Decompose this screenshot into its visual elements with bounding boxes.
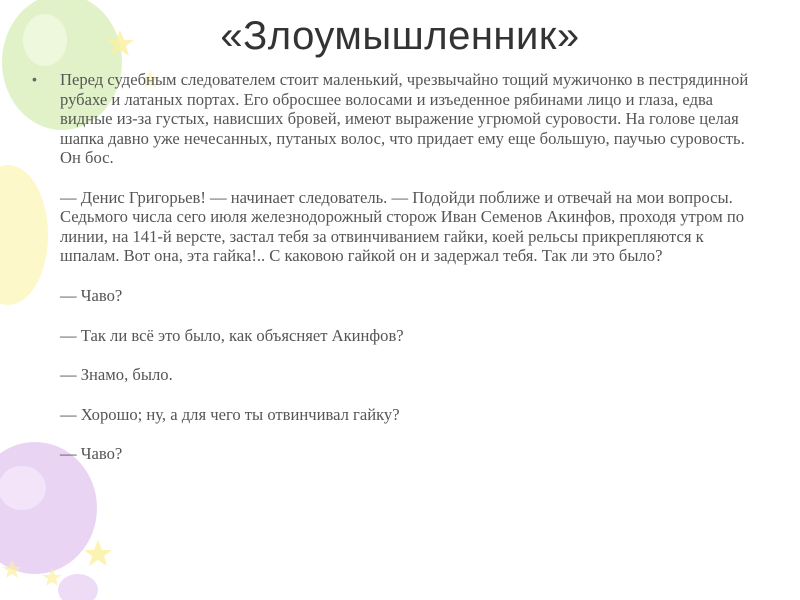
dialog-line: — Так ли всё это было, как объясняет Акинфов? bbox=[60, 325, 404, 345]
text-block bbox=[60, 70, 752, 464]
paragraph-investigator-speech: — Денис Григорьев! — начинает следователь. — Подойди поближе и отвечай на мои вопросы. Седьмого числа сего июля железнодорожный сторож Иван Семенов Акинфов, проходя утром по линии, на 141-й версте, застал тебя за отвинчиванием гайки, коей рельсы прикрепляются к шпалам. Вот она, эта гайка!.. С каковою гайкой он и задержал тебя. Так ли это было? bbox=[60, 187, 745, 266]
bullet-marker: • bbox=[32, 71, 37, 87]
dialog-line: — Чаво? bbox=[60, 444, 123, 464]
star-shape bbox=[84, 540, 112, 566]
small-purple-balloon-shape bbox=[58, 574, 98, 600]
dialog-line: — Хорошо; ну, а для чего ты отвинчивал гайку? bbox=[60, 404, 400, 424]
dialog-line: — Знамо, было. bbox=[60, 365, 173, 385]
slide-title: «Злоумышленник» bbox=[220, 14, 580, 58]
paragraph-description: Перед судебным следователем стоит маленький, чрезвычайно тощий мужичонко в пестрядинной рубахе и латаных портах. Его обросшее волосами и изъеденное рябинами лицо и глаза, едва видные из-за густых, нависших бровей, имеют выражение угрюмой суровости. На голове целая шапка давно уже нечесанных, путаных волос, что придает ему еще большую, паучью суровость. Он бос. bbox=[60, 70, 749, 168]
dialog-line: — Чаво? bbox=[60, 285, 123, 305]
slide-content bbox=[32, 70, 752, 484]
